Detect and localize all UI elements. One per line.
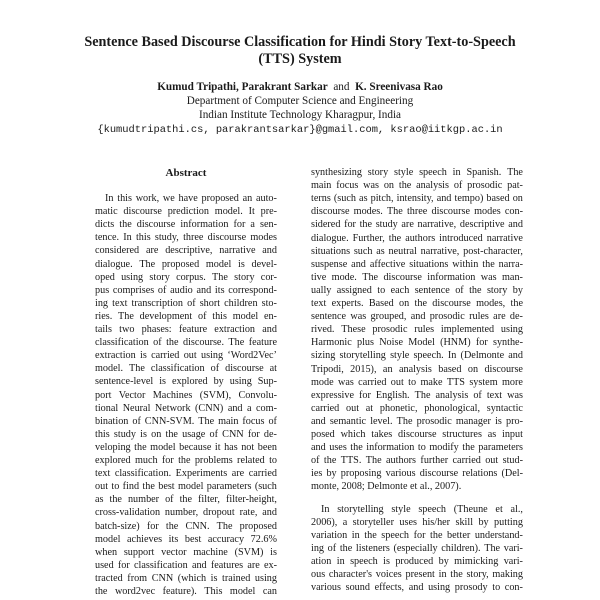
abstract-line: dialogue. The proposed model is devel-	[95, 258, 277, 270]
body-line: ually assigned to each sentence of the story by	[311, 284, 523, 296]
abstract-line: out to find the best model parameters (such	[95, 481, 277, 493]
body-line: ing of the listeners (especially children). The vari-	[311, 542, 523, 554]
author-names-and: and	[333, 81, 350, 93]
abstract-line: sentence-level is explored by using Sup-	[95, 376, 277, 388]
abstract-line: this study is on the usage of CNN for de-	[95, 428, 277, 440]
body-line: sizing storytelling style speech. In (Delmonte and	[311, 350, 523, 362]
body-line: expressive for English. The analysis of text was	[311, 389, 523, 401]
body-line: In storytelling style speech (Theune et al.,	[321, 503, 523, 515]
abstract-line: cross-validation number, dropout rate, and	[95, 507, 277, 519]
body-line: of the TTS. The authors further carried out stud-	[311, 455, 523, 467]
body-line: ous character's voices present in the story, making	[311, 569, 523, 580]
abstract-line: extraction is carried out using ‘Word2Vec’	[95, 350, 277, 362]
abstract-line: oped using story corpus. The story cor-	[95, 271, 277, 283]
body-line: sentence was grouped, and prosodic rules are de-	[311, 311, 523, 323]
author-block	[30, 80, 570, 137]
body-line: text experts. Based on the discourse modes, the	[311, 298, 523, 309]
abstract-line: used for classification and features are ex-	[95, 559, 277, 571]
author-names-part1: Kumud Tripathi, Parakrant Sarkar	[157, 81, 328, 93]
title-line-1: Sentence Based Discourse Classification for Hindi Story Text-to-Speech	[84, 34, 516, 50]
body-line: ation in speech is produced by mimicking vari-	[311, 555, 523, 567]
abstract-line: tails two phases: feature extraction and	[95, 324, 277, 335]
abstract-line: tional Neural Network (CNN) and a com-	[95, 402, 277, 414]
abstract-line: veloping the model because it has not been	[95, 441, 277, 453]
body-line: monte, 2008; Delmonte et al., 2007).	[311, 481, 462, 493]
body-line: ies by proposing various discourse relations (Del-	[311, 468, 523, 480]
body-line: rived. These prosodic rules implemented using	[311, 324, 523, 336]
abstract-line: considered are descriptive, narrative and	[95, 245, 277, 257]
body-line: mode was carried out to make TTS system more	[311, 376, 523, 388]
abstract-line: as the number of the filter, filter-height,	[95, 494, 277, 506]
abstract-line: model. The classification of discourse at	[95, 363, 277, 375]
abstract-line: In this work, we have proposed an auto-	[105, 193, 277, 204]
body-line: tive mode. The discourse information was man-	[311, 271, 523, 283]
abstract-line: when support vector machine (SVM) is	[95, 546, 277, 558]
body-line: situations such as neutral narrative, post-character,	[311, 245, 523, 257]
author-department: Department of Computer Science and Engineering	[186, 95, 414, 108]
body-line: sidered for the study are narrative, descriptive and	[311, 219, 523, 231]
abstract-line: the word2vec feature). This model can	[95, 586, 277, 597]
body-line: variation in the speech for the better understand-	[311, 529, 523, 541]
abstract-line: explored much for the problems related to	[95, 455, 277, 466]
abstract-line: pus comprises of audio and its correspond-	[95, 284, 277, 296]
body-line: suspense and affective situations within the narra-	[311, 258, 523, 270]
author-names-part2: K. Sreenivasa Rao	[355, 81, 443, 93]
body-line: synthesizing story style speech in Spanish. The	[311, 167, 523, 178]
abstract-line: bination of CNN-SVM. The main focus of	[95, 415, 277, 427]
body-line: dialogue. Further, the authors introduced narrative	[311, 232, 523, 244]
body-line: main focus was on the analysis of prosodic pat-	[311, 180, 523, 192]
abstract-line: matic discourse prediction model. It pre-	[95, 206, 277, 218]
body-line: Tripodi, 2015), an analysis based on discourse	[311, 363, 523, 375]
abstract-line: port Vector Machines (SVM), Convolu-	[95, 389, 277, 401]
body-line: 2006), a storyteller uses his/her skill by putting	[311, 516, 523, 528]
title-line-2: (TTS) System	[258, 51, 342, 67]
body-line: Harmonic plus Noise Model (HNM) for synthe-	[311, 337, 523, 349]
body-line: and uses the information to modify the parameters	[311, 442, 523, 454]
abstract-line: dicts the discourse information for a sen-	[95, 219, 277, 231]
abstract-heading: Abstract	[165, 167, 207, 179]
body-line: various sound effects, and using prosody to con-	[311, 582, 523, 594]
author-institute: Indian Institute Technology Kharagpur, India	[198, 109, 402, 122]
abstract-line: text classification. Experiments are carried	[95, 468, 277, 480]
body-line: posed which takes discourse structures as input	[311, 429, 523, 440]
body-line: terns (such as pitch, intensity, and tempo) based on	[311, 193, 523, 205]
abstract-line: classification of the discourse. The feature	[95, 337, 277, 349]
abstract-line: batch-size) for the CNN. The proposed	[95, 520, 277, 532]
abstract-line: ries. The development of this model en-	[95, 310, 277, 322]
body-line: carried out at phonetic, phonological, syntactic	[311, 402, 523, 414]
abstract-line: tracted from CNN (which is trained using	[95, 572, 277, 584]
author-names	[30, 80, 570, 94]
abstract-line: tence. In this study, three discourse modes	[95, 232, 277, 244]
abstract-line: model achieves its best accuracy 72.6%	[95, 533, 277, 545]
author-emails: {kumudtripathi.cs, parakrantsarkar}@gmail.com, ksrao@iitkgp.ac.in	[97, 123, 503, 136]
body-line: discourse modes. The three discourse modes con-	[311, 206, 523, 218]
paper-title	[40, 34, 560, 68]
body-line: and semantic level. The prosodic manager is pro-	[311, 415, 523, 427]
abstract-line: ing text transcription of short children sto-	[95, 297, 277, 309]
